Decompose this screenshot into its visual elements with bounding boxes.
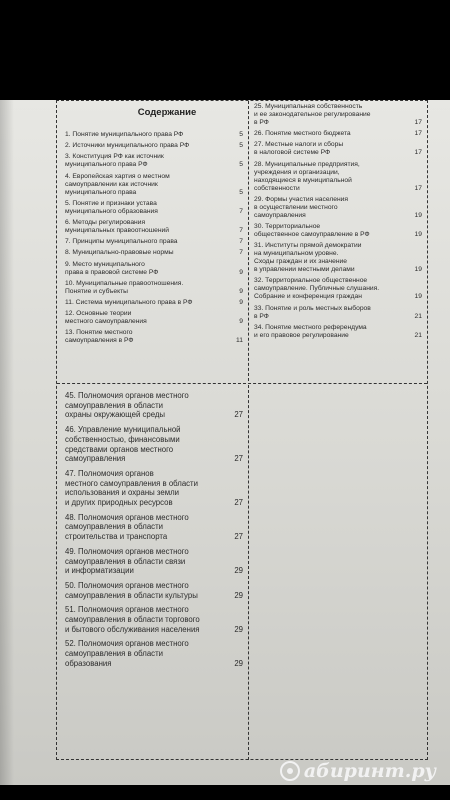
toc-entry-title: 11. Система муниципального права в РФ	[65, 298, 193, 306]
toc-entry-title: 8. Муниципально-правовые нормы	[65, 249, 174, 257]
toc-entry	[65, 513, 243, 542]
toc-entry	[65, 310, 243, 326]
toc-entry-title: 6. Методы регулирования муниципальных правоотношений	[65, 218, 169, 234]
toc-entry-title: 29. Формы участия населения в осуществлении местного самоуправления	[254, 195, 349, 219]
toc-entry-page: 19	[414, 266, 422, 274]
toc-entry	[65, 142, 243, 150]
toc-entry-page: 5	[239, 161, 243, 169]
watermark-text: абиринт.ру	[303, 760, 436, 782]
divider-vertical-bottom	[248, 385, 249, 760]
toc-entry-page: 7	[239, 226, 243, 234]
toc-entry-page: 7	[239, 249, 243, 257]
toc-entry-title: 50. Полномочия органов местного самоуправления в области культуры	[65, 580, 198, 600]
toc-entry-page: 19	[414, 211, 422, 219]
toc-entry-title: 4. Европейская хартия о местном самоуправлении как источник муниципального права	[65, 172, 170, 196]
toc-entry-title: 52. Полномочия органов местного самоуправления в области образования	[65, 639, 189, 668]
toc-entry-title: 2. Источники муниципального права РФ	[65, 142, 190, 150]
toc-entry	[254, 305, 422, 321]
toc-entry	[254, 103, 422, 127]
toc-entry	[65, 173, 243, 197]
toc-entry	[254, 277, 422, 301]
toc-column-right-top	[254, 103, 422, 343]
toc-entry-page: 19	[414, 230, 422, 238]
toc-entry	[65, 261, 243, 277]
toc-entry-title: 45. Полномочия органов местного самоуправления в области охраны окружающей среды	[65, 391, 189, 420]
toc-entry-title: 5. Понятие и признаки устава муниципального образования	[65, 199, 158, 215]
page-fold-shadow	[0, 100, 14, 785]
toc-entry	[65, 425, 243, 464]
toc-entry-title: 1. Понятие муниципального права РФ	[65, 131, 184, 138]
toc-entry	[254, 242, 422, 274]
toc-entry-page: 29	[234, 658, 243, 668]
toc-entry	[254, 161, 422, 193]
toc-entry-page: 17	[414, 184, 422, 192]
toc-entry	[65, 547, 243, 576]
toc-entry-page: 17	[414, 149, 422, 157]
toc-entry-title: 48. Полномочия органов местного самоуправления в области строительства и транспорта	[65, 512, 189, 542]
toc-entry	[254, 196, 422, 220]
toc-entry-page: 11	[236, 337, 243, 345]
labirint-logo-icon	[280, 761, 300, 781]
toc-entry-page: 7	[239, 207, 243, 215]
toc-entry-page: 27	[234, 498, 243, 508]
toc-entry-page: 9	[239, 268, 243, 276]
toc-entry-title: 47. Полномочия органов местного самоуправления в области использования и охраны земли и других природных ресурсов	[65, 468, 198, 508]
toc-entry	[65, 280, 243, 296]
toc-entry-title: 30. Территориальное общественное самоуправление в РФ	[254, 222, 370, 238]
toc-entry-page: 17	[414, 119, 422, 126]
toc-entry-page: 29	[234, 566, 243, 576]
toc-entry-title: 49. Полномочия органов местного самоуправления в области связи и информатизации	[65, 546, 189, 576]
toc-entry-page: 9	[239, 287, 243, 295]
toc-entry	[65, 238, 243, 246]
toc-entry-title: 12. Основные теории местного самоуправления	[65, 310, 147, 326]
toc-entry-title: 9. Место муниципального права в правовой системе РФ	[65, 260, 159, 276]
toc-entry-page: 21	[414, 331, 422, 339]
toc-entry-page: 5	[239, 188, 243, 196]
divider-vertical-top	[248, 101, 249, 381]
toc-entry-title: 13. Понятие местного самоуправления в РФ	[65, 329, 134, 345]
toc-entry	[65, 391, 243, 420]
toc-column-left-top	[65, 131, 243, 348]
toc-entry-page: 17	[414, 130, 422, 138]
contents-title: Содержание	[137, 107, 197, 118]
toc-entry-title: 7. Принципы муниципального права	[65, 238, 178, 246]
toc-entry	[65, 249, 243, 257]
toc-entry-page: 19	[414, 293, 422, 301]
toc-entry-page: 29	[234, 624, 243, 634]
toc-entry-title: 33. Понятие и роль местных выборов в РФ	[254, 304, 371, 320]
toc-column-left-bottom	[65, 391, 243, 674]
toc-entry-title: 3. Конституция РФ как источник муниципального права РФ	[65, 153, 164, 169]
toc-entry	[65, 131, 243, 139]
toc-entry-title: 27. Местные налоги и сборы в налоговой системе РФ	[254, 141, 344, 157]
toc-entry	[65, 153, 243, 169]
toc-entry-title: 46. Управление муниципальной собственностью, финансовыми средствами органов местного самоуправления	[65, 425, 181, 464]
contents-frame	[56, 100, 428, 760]
toc-entry-title: 10. Муниципальные правоотношения. Понятие и субъекты	[65, 279, 184, 295]
toc-entry-title: 25. Муниципальная собственность и ее законодательное регулирование в РФ	[254, 103, 371, 126]
toc-entry	[65, 639, 243, 668]
toc-entry-page: 29	[234, 590, 243, 600]
toc-entry-title: 26. Понятие местного бюджета	[254, 130, 351, 138]
toc-entry-page: 27	[234, 532, 243, 542]
toc-entry	[65, 219, 243, 235]
toc-entry	[254, 324, 422, 340]
divider-horizontal	[57, 383, 427, 384]
toc-entry-page: 7	[239, 238, 243, 246]
toc-entry	[254, 141, 422, 157]
toc-entry-page: 5	[239, 142, 243, 150]
toc-entry-title: 32. Территориальное общественное самоуправление. Публичные слушания. Собрание и конференция граждан	[254, 277, 380, 301]
toc-entry	[254, 130, 422, 138]
toc-entry	[65, 200, 243, 216]
toc-entry-page: 27	[234, 454, 243, 464]
toc-entry-title: 51. Полномочия органов местного самоуправления в области торгового и бытового обслуживания населения	[65, 605, 200, 634]
toc-entry-title: 31. Институты прямой демократии на муниципальном уровне. Сходы граждан и их значение в управлении местными делами	[254, 242, 362, 274]
toc-entry	[65, 299, 243, 307]
toc-entry	[65, 605, 243, 634]
toc-entry-page: 5	[239, 131, 243, 138]
book-page	[0, 100, 450, 785]
toc-entry-title: 28. Муниципальные предприятия, учреждения и организации, находящиеся в муниципальной собственности	[254, 160, 360, 192]
toc-entry	[65, 581, 243, 600]
toc-entry-page: 21	[414, 312, 422, 320]
watermark-logo	[280, 760, 436, 782]
toc-entry-page: 9	[239, 298, 243, 306]
toc-entry-page: 27	[234, 410, 243, 420]
toc-entry	[254, 223, 422, 239]
toc-entry	[65, 469, 243, 508]
toc-entry	[65, 329, 243, 345]
toc-entry-title: 34. Понятие местного референдума и его правовое регулирование	[254, 323, 367, 339]
toc-entry-page: 9	[239, 318, 243, 326]
